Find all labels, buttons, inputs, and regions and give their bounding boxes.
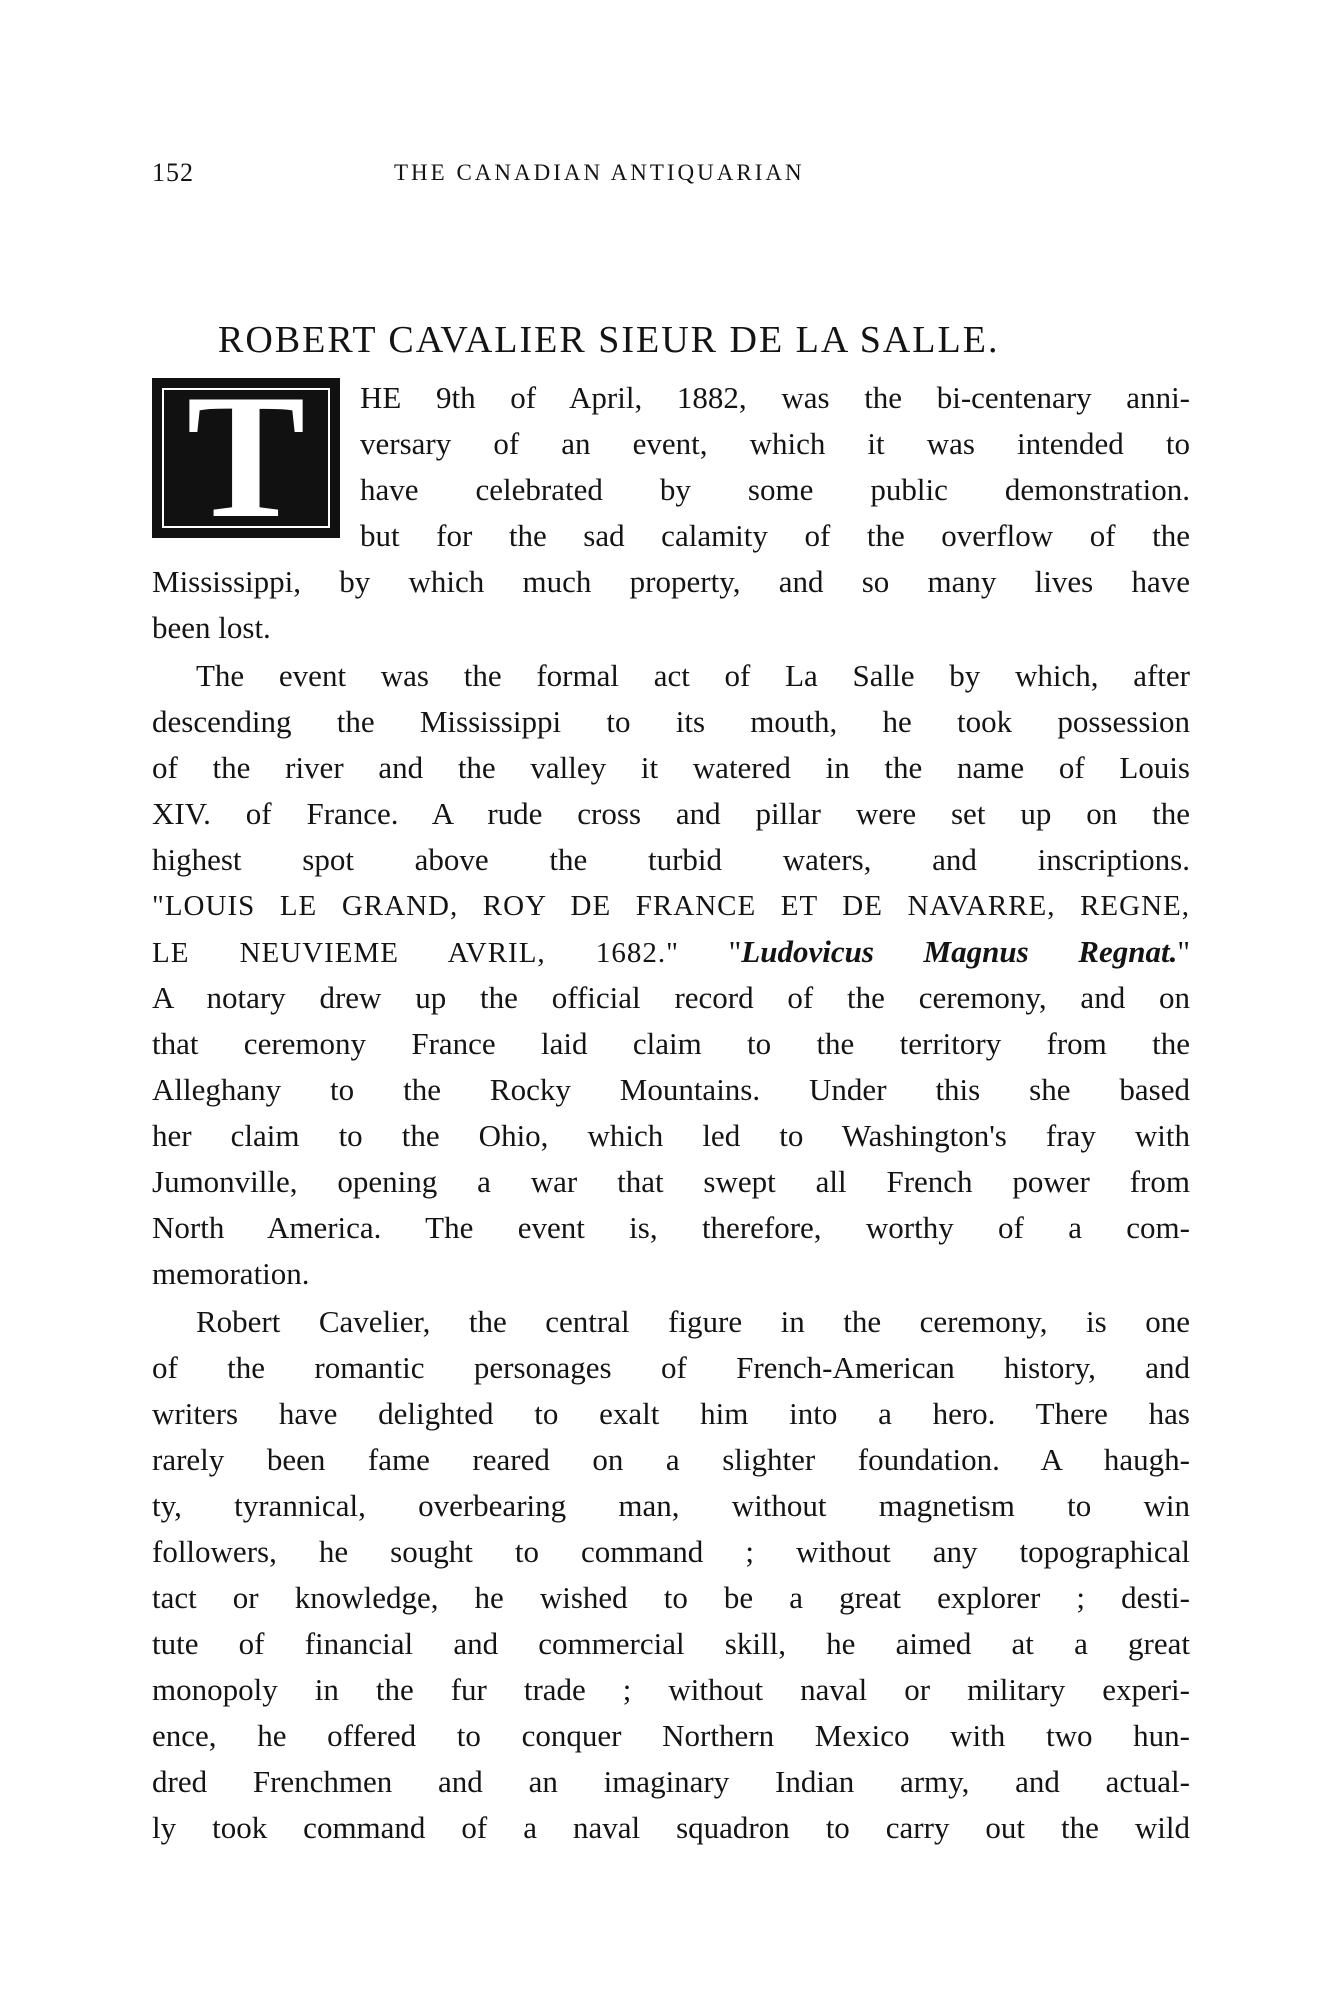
text-line: descending the Mississippi to its mouth, he took possession (152, 704, 1190, 739)
open-quote: " (728, 934, 742, 969)
text-line: Robert Cavelier, the central figure in the ceremony, is one (196, 1304, 1190, 1339)
text-line: but for the sad calamity of the overflow of the (360, 518, 1190, 553)
page-number: 152 (152, 158, 194, 187)
text-line: A notary drew up the official record of the ceremony, and on (152, 980, 1190, 1015)
close-quote: " (1177, 934, 1191, 969)
text-line: Alleghany to the Rocky Mountains. Under this she based (152, 1072, 1190, 1107)
text-line: Mississippi, by which much property, and so many lives have (152, 564, 1190, 599)
text-line: ty, tyrannical, overbearing man, without magnetism to win (152, 1488, 1190, 1523)
text-line: been lost. (152, 610, 271, 645)
running-head (152, 158, 1182, 198)
text-line: North America. The event is, therefore, worthy of a com- (152, 1210, 1190, 1245)
text-line: have celebrated by some public demonstration. (360, 472, 1190, 507)
latin-inscription: Ludovicus Magnus Regnat. (741, 934, 1178, 969)
text-line: highest spot above the turbid waters, and inscriptions. (152, 842, 1190, 877)
text-line: rarely been fame reared on a slighter foundation. A haugh- (152, 1442, 1190, 1477)
text-line: ence, he offered to conquer Northern Mexico with two hun- (152, 1718, 1190, 1753)
text-line: followers, he sought to command ; without any topographical (152, 1534, 1190, 1569)
running-title: THE CANADIAN ANTIQUARIAN (394, 160, 805, 185)
text-line: tute of financial and commercial skill, he aimed at a great (152, 1626, 1190, 1661)
inscription-line: "LOUIS LE GRAND, ROY DE FRANCE ET DE NAVARRE, REGNE, (152, 890, 1190, 922)
inscription-line (152, 930, 1190, 974)
text-line: ly took command of a naval squadron to carry out the wild (152, 1810, 1190, 1845)
text-line: of the river and the valley it watered in the name of Louis (152, 750, 1190, 785)
latin-quote (729, 934, 1190, 969)
article-title: ROBERT CAVALIER SIEUR DE LA SALLE. (218, 319, 1000, 361)
drop-cap-ornament (152, 357, 340, 555)
text-line: her claim to the Ohio, which led to Washington's fray with (152, 1118, 1190, 1153)
text-line: dred Frenchmen and an imaginary Indian army, and actual- (152, 1764, 1190, 1799)
drop-cap-letter: T (186, 357, 306, 555)
text-line: HE 9th of April, 1882, was the bi-centenary anni- (360, 380, 1190, 415)
text-line: writers have delighted to exalt him into a hero. There has (152, 1396, 1190, 1431)
text-line: Jumonville, opening a war that swept all French power from (152, 1164, 1190, 1199)
text-line: The event was the formal act of La Salle by which, after (196, 658, 1190, 693)
text-line: monopoly in the fur trade ; without naval or military experi- (152, 1672, 1190, 1707)
text-line: tact or knowledge, he wished to be a great explorer ; desti- (152, 1580, 1190, 1615)
text-line: of the romantic personages of French-American history, and (152, 1350, 1190, 1385)
text-line: XIV. of France. A rude cross and pillar were set up on the (152, 796, 1190, 831)
text-line: that ceremony France laid claim to the territory from the (152, 1026, 1190, 1061)
text-line: memoration. (152, 1256, 310, 1291)
text-line: versary of an event, which it was intended to (360, 426, 1190, 461)
inscription-text: LE NEUVIEME AVRIL, 1682." (152, 937, 679, 969)
